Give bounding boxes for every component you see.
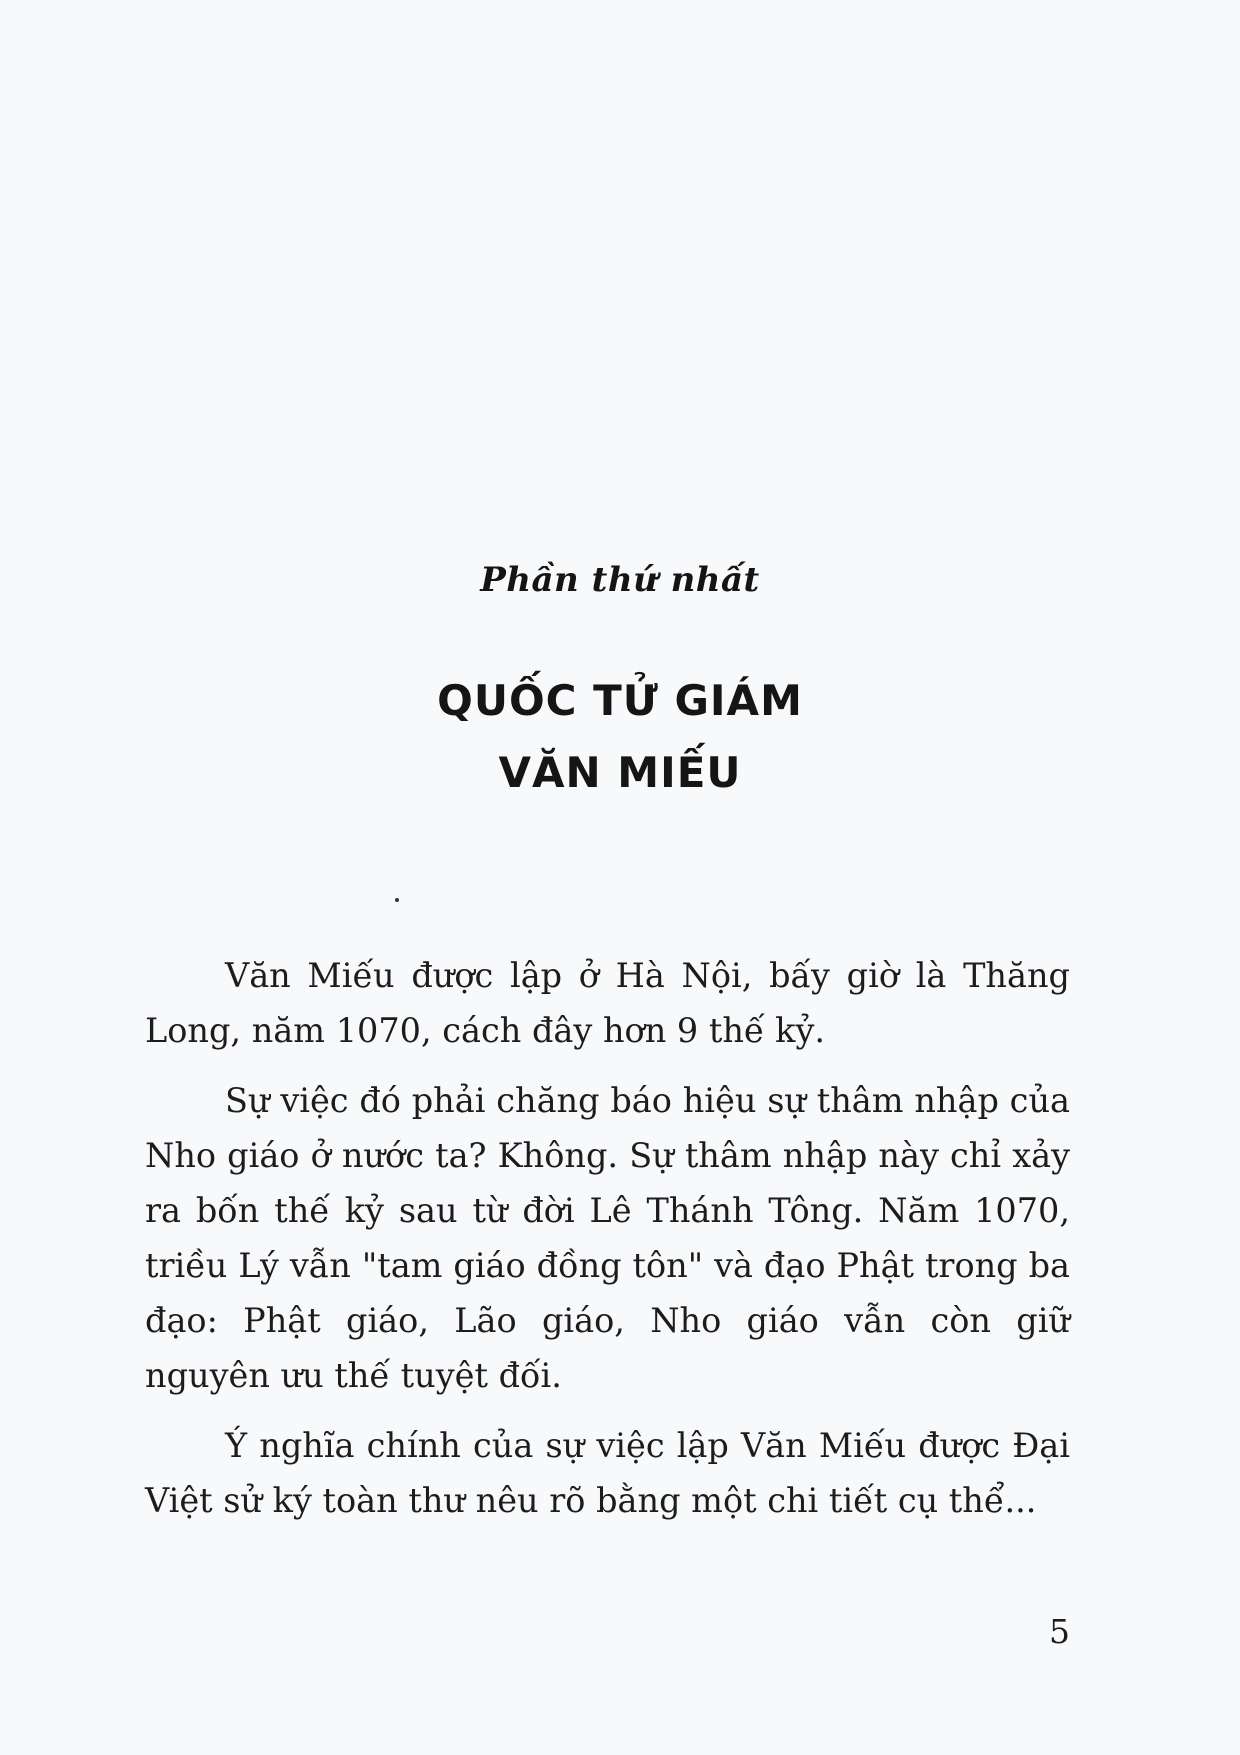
section-label: Phần thứ nhất: [480, 560, 760, 600]
chapter-title-line-1: QUỐC TỬ GIÁM: [437, 676, 803, 725]
paragraph-2: Sự việc đó phải chăng báo hiệu sự thâm nhập của Nho giáo ở nước ta? Không. Sự thâm nhập này chỉ xảy ra bốn thế kỷ sau từ đời Lê Thánh Tông. Năm 1070, triều Lý vẫn "tam giáo đồng tôn" và đạo Phật trong ba đạo: Phật giáo, Lão giáo, Nho giáo vẫn còn giữ nguyên ưu thế tuyệt đối.: [145, 1081, 1070, 1395]
ornament-dot: [395, 898, 399, 902]
page-number: 5: [1049, 1612, 1070, 1651]
paragraph-3: Ý nghĩa chính của sự việc lập Văn Miếu được Đại Việt sử ký toàn thư nêu rõ bằng một chi tiết cụ thể...: [145, 1426, 1070, 1520]
body-text: [145, 948, 1070, 1543]
paragraph-1: Văn Miếu được lập ở Hà Nội, bấy giờ là Thăng Long, năm 1070, cách đây hơn 9 thế kỷ.: [145, 956, 1070, 1050]
chapter-title-line-2: VĂN MIẾU: [498, 748, 742, 797]
